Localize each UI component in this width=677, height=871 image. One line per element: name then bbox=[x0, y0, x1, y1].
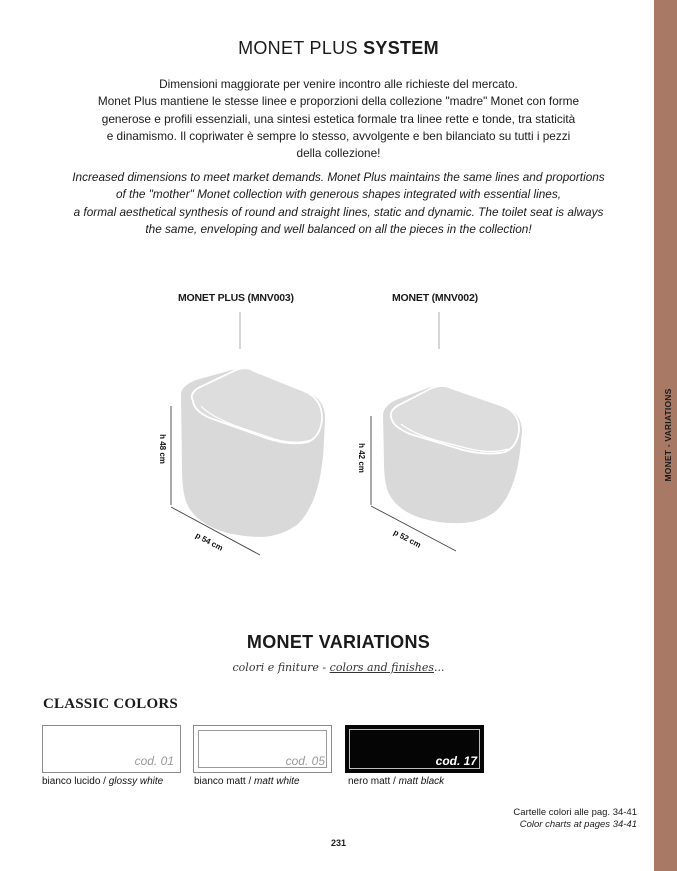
title-bold: SYSTEM bbox=[363, 38, 439, 58]
swatch-label: nero matt / matt black bbox=[348, 776, 445, 787]
swatch-label: bianco lucido / glossy white bbox=[42, 776, 164, 787]
intro-it-line: della collezione! bbox=[296, 146, 381, 161]
variations-subtitle bbox=[0, 661, 677, 674]
subtitle-ellipsis: ... bbox=[433, 661, 445, 674]
swatch-code: cod. 05 bbox=[285, 754, 325, 768]
intro-it-line: Dimensioni maggiorate per venire incontro alle richieste del mercato. bbox=[159, 77, 518, 91]
side-section-label: MONET - VARIATIONS bbox=[663, 388, 673, 482]
intro-en-line: a formal aesthetical synthesis of round and straight lines, static and dynamic. The toilet seat is always bbox=[73, 204, 604, 219]
intro-it-line: e dinamismo. Il copriwater è sempre lo stesso, avvolgente e ben bilanciato su tutti i pezzi bbox=[106, 128, 571, 143]
intro-en-line: of the "mother" Monet collection with generous shapes integrated with essential lines, bbox=[115, 187, 562, 202]
swatch-label: bianco matt / matt white bbox=[194, 776, 300, 787]
intro-italian bbox=[60, 76, 617, 162]
color-charts-note bbox=[513, 807, 637, 831]
depth-label: p 54 cm bbox=[193, 530, 225, 553]
color-swatch-matt-black bbox=[345, 725, 484, 773]
depth-label: p 52 cm bbox=[391, 527, 423, 550]
intro-en-line: the same, enveloping and well balanced on all the pieces in the collection! bbox=[145, 221, 532, 236]
color-swatch-glossy-white bbox=[42, 725, 181, 773]
intro-it-line: Monet Plus mantiene le stesse linee e proporzioni della collezione "madre" Monet con forme bbox=[97, 94, 580, 109]
model-label-monet-plus: MONET PLUS (MNV003) bbox=[178, 292, 294, 304]
toilet-monet-illustration bbox=[383, 386, 522, 523]
page-title bbox=[0, 38, 677, 59]
color-swatch-matt-white bbox=[193, 725, 332, 773]
variations-title bbox=[0, 632, 677, 653]
model-label-monet: MONET (MNV002) bbox=[392, 292, 478, 304]
subtitle-it: colori e finiture - bbox=[232, 661, 330, 674]
intro-english bbox=[60, 169, 617, 238]
height-label: h 48 cm bbox=[158, 434, 167, 464]
swatch-code: cod. 01 bbox=[134, 754, 174, 768]
title-light: MONET PLUS bbox=[238, 38, 358, 58]
swatch-code: cod. 17 bbox=[435, 754, 477, 768]
toilet-monet-plus-illustration bbox=[181, 368, 325, 537]
variations-title-light: MONET bbox=[246, 632, 314, 652]
subtitle-en: colors and finishes bbox=[329, 661, 434, 674]
intro-it-line: generose e profili essenziali, una sintesi estetica formale tra linee rette e tonde, tra staticità bbox=[101, 111, 576, 126]
classic-colors-heading: CLASSIC COLORS bbox=[43, 696, 178, 712]
charts-note-en: Color charts at pages 34-41 bbox=[519, 819, 637, 830]
variations-title-bold: VARIATIONS bbox=[318, 632, 431, 652]
toilet-drawings bbox=[140, 305, 560, 565]
page-number: 231 bbox=[330, 838, 347, 848]
intro-en-line: Increased dimensions to meet market demands. Monet Plus maintains the same lines and proportions bbox=[72, 170, 605, 184]
charts-note-it: Cartelle colori alle pag. 34-41 bbox=[513, 807, 637, 818]
height-label: h 42 cm bbox=[357, 443, 366, 473]
